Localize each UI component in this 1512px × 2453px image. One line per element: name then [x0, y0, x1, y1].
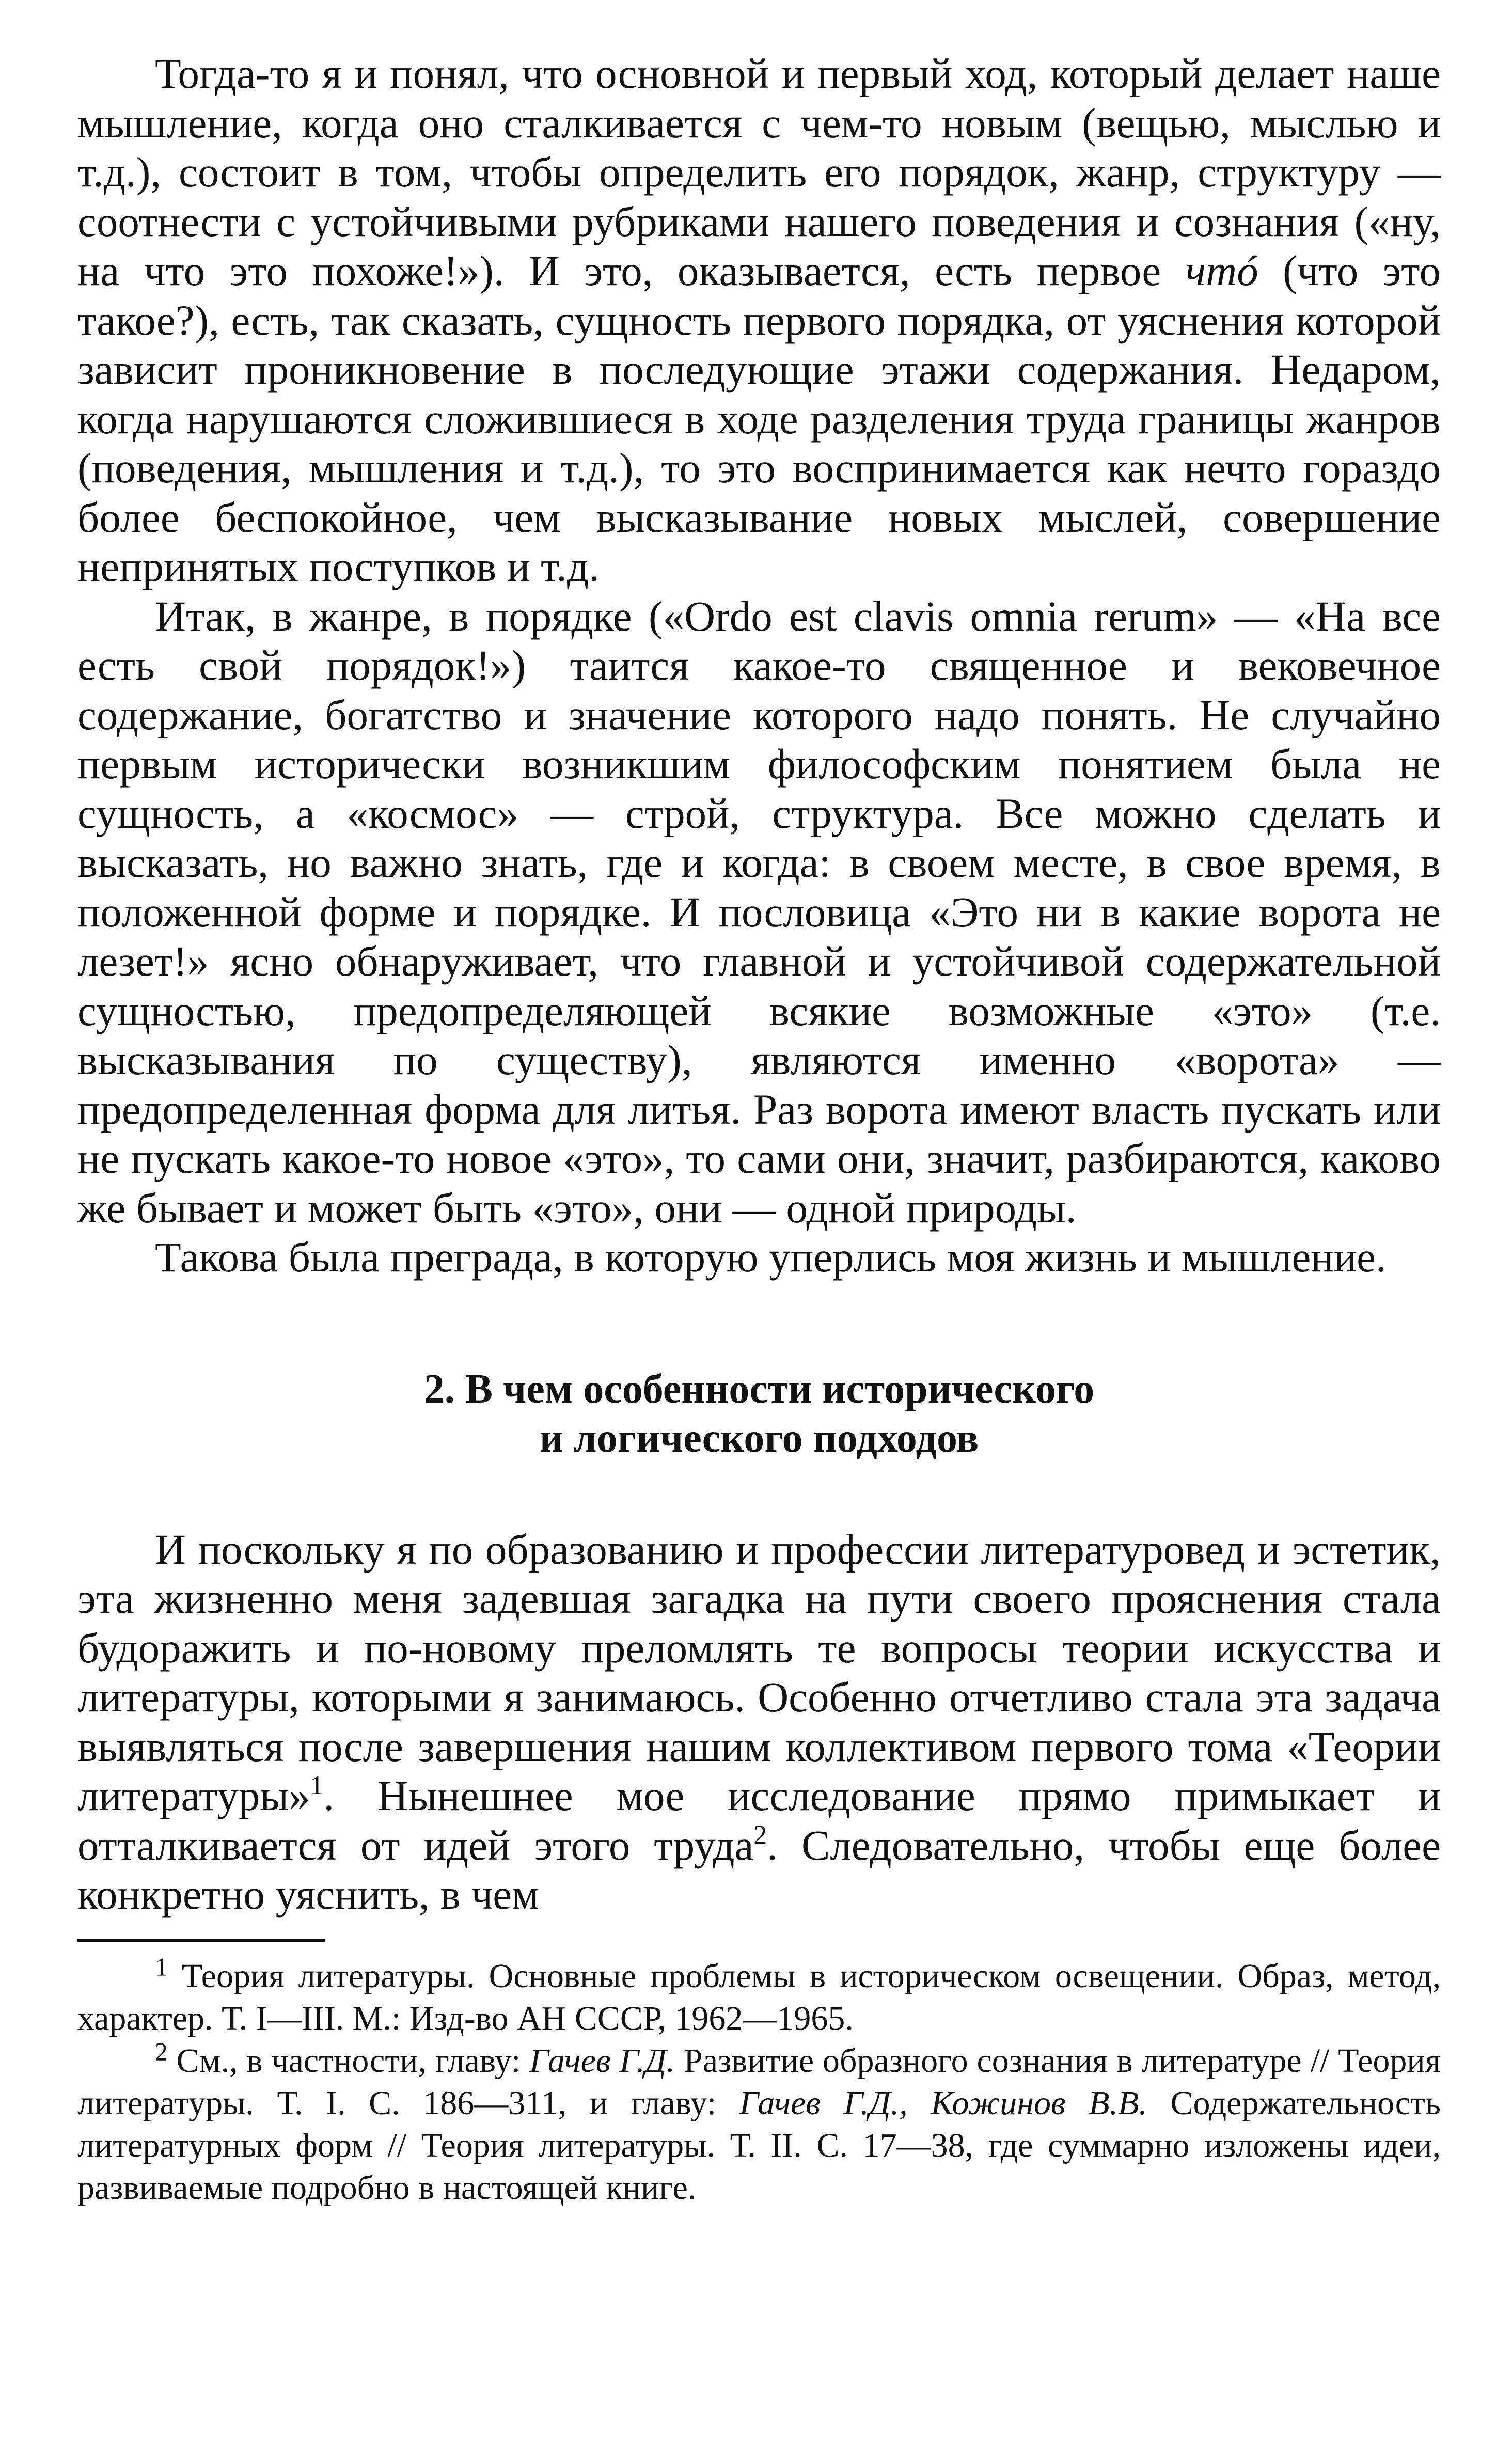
footnote-ref-1: 1: [310, 1771, 324, 1801]
footnote-2-text-c: Содержательность литературных форм // Теория литературы. Т. II. С. 17—38, где суммарно изложены идеи, развиваемые подробно в настоящей книге.: [77, 2084, 1441, 2207]
footnote-2-text-b: Развитие образного сознания в литературе // Теория литературы. Т. I. С. 186—311, и главу:: [77, 2041, 1441, 2122]
paragraph-4-text-b: . Нынешнее мое исследование прямо примыкает и отталкивается от идей этого труда: [77, 1772, 1441, 1869]
footnote-ref-2: 2: [753, 1820, 767, 1850]
paragraph-4: [77, 1525, 1441, 1920]
footnote-2-text-a: См., в частности, главу:: [167, 2041, 530, 2080]
footnote-1-text: Теория литературы. Основные проблемы в историческом освещении. Образ, метод, характер. Т. I—III. М.: Изд-во АН СССР, 1962—1965.: [77, 1957, 1441, 2037]
section-heading-line-2: и логического подходов: [539, 1415, 979, 1461]
paragraph-2: Итак, в жанре, в порядке («Ordo est clavis omnia rerum» — «На все есть свой порядок!») таится какое-то священное и вековечное содержание, богатство и значение которого надо понять. Не случайно первым исторически возникшим философским понятием была не сущность, а «космос» — строй, структура. Все можно сделать и высказать, но важно знать, где и когда: в своем месте, в свое время, в положенной форме и порядке. И пословица «Это ни в какие ворота не лезет!» ясно обнаруживает, что главной и устойчивой содержательной сущностью, предопределяющей всякие возможные «это» (т.е. высказывания по существу), являются именно «ворота» — предопределенная форма для литья. Раз ворота имеют власть пускать или не пускать какое-то новое «это», то сами они, значит, разбираются, каково же бывает и может быть «это», они — одной природы.: [77, 592, 1441, 1232]
paragraph-4-text-a: И поскольку я по образованию и профессии литературовед и эстетик, эта жизненно меня задевшая загадка на пути своего прояснения стала будоражить и по-новому преломлять те вопросы теории искусства и литературы, которыми я занимаюсь. Особенно отчетливо стала эта задача выявляться после завершения нашим коллективом первого тома «Теории литературы»: [77, 1525, 1441, 1819]
footnote-1-number: 1: [155, 1953, 168, 1982]
footnote-2-author-1: Гачев Г.Д.: [529, 2041, 675, 2080]
paragraph-3: Такова была преграда, в которую уперлись моя жизнь и мышление.: [155, 1233, 1387, 1281]
paragraph-1-text-rest: (что это такое?), есть, так сказать, сущность первого порядка, от уяснения которой зависит проникновение в последующие этажи содержания. Недаром, когда нарушаются сложившиеся в ходе разделения труда границы жанров (поведения, мышления и т.д.), то это воспринимается как нечто гораздо более беспокойное, чем высказывание новых мыслей, совершение непринятых поступков и т.д.: [77, 247, 1441, 590]
section-heading: [77, 1365, 1441, 1463]
footnote-2-number: 2: [155, 2037, 168, 2066]
footnote-divider: [77, 1939, 325, 1942]
paragraph-4-text-c: . Следовательно, чтобы еще более конкретно уяснить, в чем: [77, 1821, 1441, 1918]
footnote-2-author-2: Гачев Г.Д., Кожинов В.В.: [739, 2084, 1147, 2122]
paragraph-1-text: Тогда-то я и понял, что основной и первый ход, который делает наше мышление, когда оно сталкивается с чем-то новым (вещью, мыслью и т.д.), состоит в том, чтобы определить его порядок, жанр, структуру — соотнести с устойчивыми рубриками нашего поведения и сознания («ну, на что это похоже!»). И это, оказывается, есть первое: [77, 50, 1441, 294]
footnote-1: [77, 1955, 1441, 2040]
section-heading-line-1: 2. В чем особенности исторического: [423, 1366, 1095, 1412]
paragraph-1: [77, 49, 1441, 592]
book-page: [77, 49, 1441, 2209]
footnote-2: [77, 2037, 1441, 2209]
paragraph-1-italic: чтó: [1185, 247, 1258, 294]
